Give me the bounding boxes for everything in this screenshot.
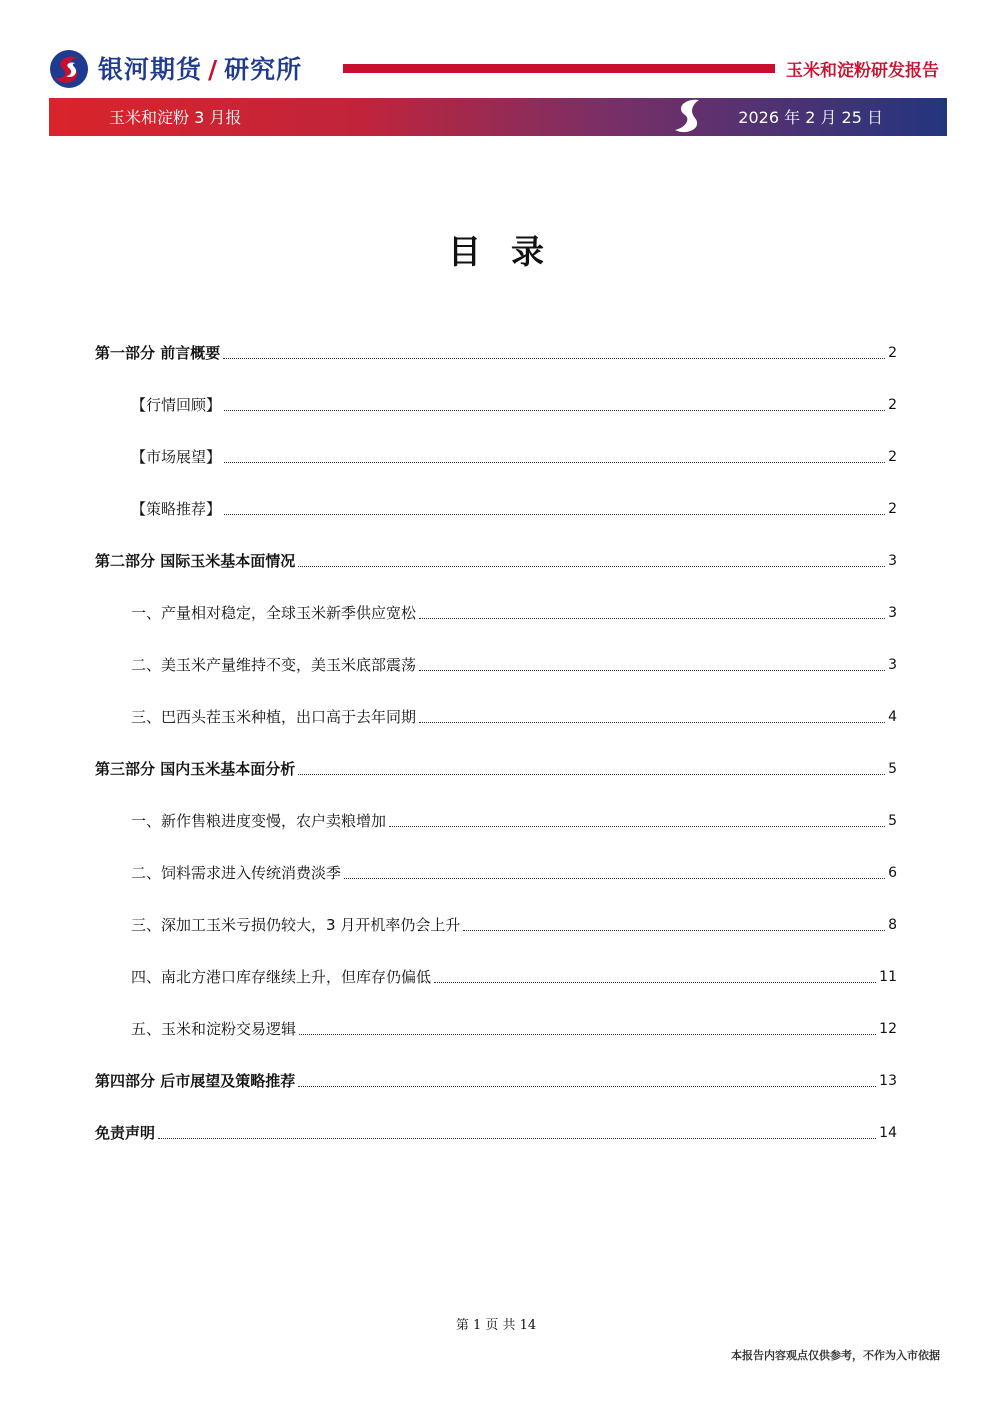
toc-leader-dots: [463, 930, 885, 931]
toc-leader-dots: [419, 618, 885, 619]
toc-entry-label: 第三部分 国内玉米基本面分析: [95, 760, 296, 778]
toc-entry-label: 四、南北方港口库存继续上升，但库存仍偏低: [131, 968, 432, 986]
toc-entry-label: 二、美玉米产量维持不变，美玉米底部震荡: [131, 656, 417, 674]
toc-entry-label: 二、饲料需求进入传统消费淡季: [131, 864, 342, 882]
toc-entry-page: 5: [888, 813, 897, 829]
toc-entry-page: 14: [879, 1125, 897, 1141]
toc-leader-dots: [224, 410, 885, 411]
toc-entry-page: 13: [879, 1073, 897, 1089]
toc-entry-label: 免责声明: [95, 1124, 156, 1142]
toc-entry-page: 4: [888, 709, 897, 725]
banner-title: 玉米和淀粉 3 月报: [109, 108, 242, 127]
toc-entry[interactable]: [95, 835, 897, 887]
toc-leader-dots: [298, 1086, 876, 1087]
toc-entry[interactable]: [95, 991, 897, 1043]
toc-leader-dots: [344, 878, 885, 879]
header-divider-bar: [343, 64, 775, 73]
toc-entry[interactable]: [95, 939, 897, 991]
toc-entry[interactable]: [95, 315, 897, 367]
report-type: 玉米和淀粉研发报告: [786, 61, 939, 81]
toc-entry-label: 【策略推荐】: [131, 500, 222, 518]
toc-entry-label: 第一部分 前言概要: [95, 344, 221, 362]
toc-entry[interactable]: [95, 627, 897, 679]
toc-list: [95, 315, 897, 1147]
toc-entry-label: 三、深加工玉米亏损仍较大，3 月开机率仍会上升: [131, 916, 461, 934]
toc-entry[interactable]: [95, 523, 897, 575]
toc-leader-dots: [298, 566, 885, 567]
toc-entry-page: 11: [879, 969, 897, 985]
toc-entry-page: 3: [888, 605, 897, 621]
header-banner: [49, 98, 947, 136]
toc-entry[interactable]: [95, 731, 897, 783]
toc-entry[interactable]: [95, 1095, 897, 1147]
toc-entry-page: 3: [888, 553, 897, 569]
brand-slash: /: [208, 55, 219, 84]
toc-entry-page: 2: [888, 501, 897, 517]
toc-entry-page: 6: [888, 865, 897, 881]
brand-name: [98, 50, 302, 86]
toc-entry-page: 2: [888, 345, 897, 361]
toc-leader-dots: [158, 1138, 876, 1139]
toc-leader-dots: [223, 358, 885, 359]
toc-entry[interactable]: [95, 679, 897, 731]
toc-title: 目录: [448, 232, 574, 271]
page-indicator: 第 1 页 共 14: [455, 1318, 537, 1333]
toc-entry-label: 第二部分 国际玉米基本面情况: [95, 552, 296, 570]
toc-entry-label: 一、产量相对稳定，全球玉米新季供应宽松: [131, 604, 417, 622]
toc-leader-dots: [224, 514, 885, 515]
toc-leader-dots: [389, 826, 885, 827]
toc-entry-label: 【市场展望】: [131, 448, 222, 466]
toc-entry[interactable]: [95, 367, 897, 419]
toc-entry[interactable]: [95, 471, 897, 523]
brand-name-sub: 研究所: [224, 55, 303, 84]
toc-entry[interactable]: [95, 783, 897, 835]
footer-disclaimer: 本报告内容观点仅供参考，不作为入市依据: [731, 1349, 940, 1362]
brand-name-main: 银河期货: [98, 55, 203, 84]
toc-entry-label: 五、玉米和淀粉交易逻辑: [131, 1020, 297, 1038]
toc-entry[interactable]: [95, 1043, 897, 1095]
toc-leader-dots: [299, 1034, 876, 1035]
toc-entry-page: 8: [888, 917, 897, 933]
toc-leader-dots: [419, 722, 885, 723]
toc-entry[interactable]: [95, 887, 897, 939]
toc-entry-page: 3: [888, 657, 897, 673]
report-date: 2026 年 2 月 25 日: [738, 108, 883, 127]
toc-leader-dots: [298, 774, 885, 775]
toc-entry-page: 2: [888, 449, 897, 465]
toc-leader-dots: [419, 670, 885, 671]
toc-entry-page: 2: [888, 397, 897, 413]
swoosh-icon: [669, 98, 709, 136]
toc-entry-page: 5: [888, 761, 897, 777]
toc-entry[interactable]: [95, 575, 897, 627]
toc-entry-page: 12: [879, 1021, 897, 1037]
toc-leader-dots: [224, 462, 885, 463]
toc-leader-dots: [434, 982, 876, 983]
toc-entry-label: 第四部分 后市展望及策略推荐: [95, 1072, 296, 1090]
toc-entry-label: 一、新作售粮进度变慢，农户卖粮增加: [131, 812, 387, 830]
galaxy-logo-icon: [49, 49, 89, 89]
toc-entry[interactable]: [95, 419, 897, 471]
toc-entry-label: 【行情回顾】: [131, 396, 222, 414]
toc-entry-label: 三、巴西头茬玉米种植，出口高于去年同期: [131, 708, 417, 726]
